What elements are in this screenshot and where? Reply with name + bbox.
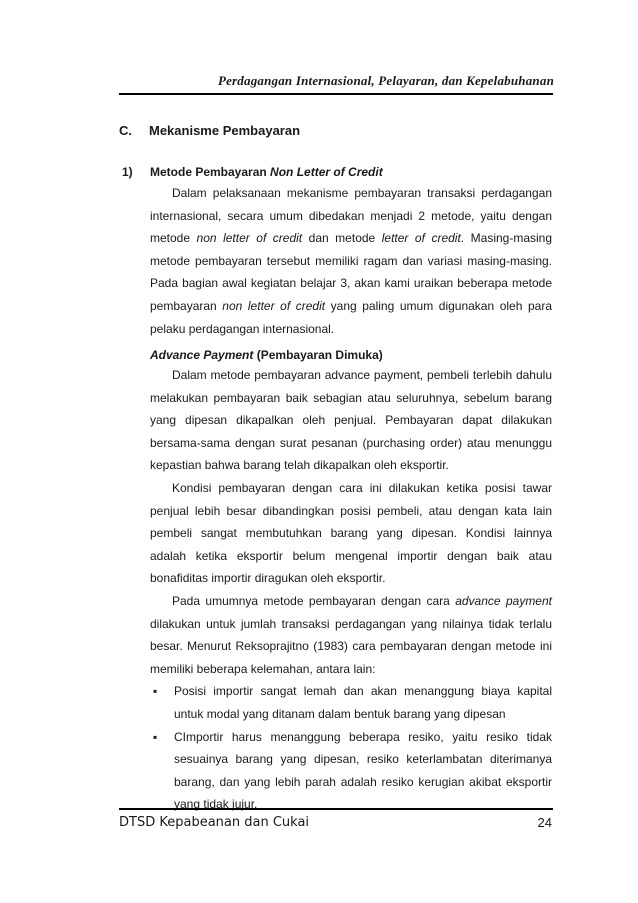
italic-term: non letter of credit (222, 298, 326, 313)
header-rule (119, 93, 553, 95)
subsection-title (150, 165, 383, 179)
subsection-title-prefix: Metode Pembayaran (150, 165, 271, 179)
subsection-number: 1) (122, 165, 133, 179)
footer-rule (119, 808, 553, 810)
text: yang paling umum digunakan oleh para pelaku perdagangan internasional. (150, 298, 553, 336)
italic-term: letter of credit (381, 231, 461, 246)
body-block-intro (150, 182, 552, 340)
text: . Masing-masing metode pembayaran tersebut memiliki ragam dan variasi masing-masing. Pada bagian awal kegiatan belajar 3, akan kami uraikan beberapa metode pembayaran (150, 231, 553, 313)
text: dan metode (302, 231, 382, 246)
bullet-square-icon: ▪ (153, 684, 158, 699)
italic-term: non letter of credit (196, 231, 303, 246)
weakness-list (150, 680, 552, 816)
list-item-text: CImportir harus menanggung beberapa resiko, yaitu resiko tidak sesuainya barang yang dipesan, resiko keterlambatan diterimanya barang, dan yang lebih parah adalah resiko kerugian akibat eksportir yang tidak jujur. (174, 729, 552, 812)
list-item (150, 726, 552, 816)
paragraph-advance-1: Dalam metode pembayaran advance payment, pembeli terlebih dahulu melakukan pembayaran baik sebagian atau seluruhnya, sebelum barang yang dipesan dikapalkan oleh penjual. Pembayaran dapat dilakukan bersama-sama dengan surat pesanan (purchasing order) atau menunggu kepastian bahwa barang telah dikapalkan oleh eksportir. (150, 368, 552, 473)
heading-rest: (Pembayaran Dimuka) (253, 348, 383, 362)
list-item (150, 680, 552, 725)
page-number: 24 (537, 815, 552, 830)
header-title: Perdagangan Internasional, Pelayaran, dan Kepelabuhanan (217, 73, 554, 88)
subsection-title-italic: Non Letter of Credit (270, 165, 383, 179)
italic-term: advance payment (455, 593, 552, 608)
text: Dalam pelaksanaan mekanisme pembayaran transaksi perdagangan internasional, secara umum dibedakan menjadi 2 metode, yaitu dengan metode (150, 186, 552, 246)
paragraph-intro (150, 182, 552, 340)
text: Pada umumnya metode pembayaran dengan cara (172, 593, 456, 608)
text: dilakukan untuk jumlah transaksi perdagangan yang nilainya tidak terlalu besar. Menurut Reksoprajitno (1983) cara pembayaran dengan metode ini memiliki beberapa kelemahan, antara lain: (150, 616, 552, 676)
paragraph-advance-3 (150, 590, 552, 680)
section-number: C. (119, 123, 132, 138)
footer-title: DTSD Kepabeanan dan Cukai (119, 815, 310, 830)
paragraph-advance-2: Kondisi pembayaran dengan cara ini dilakukan ketika posisi tawar penjual lebih besar dibandingkan posisi pembeli, atau dengan kata lain pembeli sangat membutuhkan barang yang dipesan. Kondisi lainnya adalah ketika eksportir belum mengenal importir dengan baik atau bonafiditas importir diragukan oleh eksportir. (150, 480, 552, 586)
advance-payment-heading (150, 348, 383, 362)
section-title: Mekanisme Pembayaran (149, 123, 301, 138)
bullet-square-icon: ▪ (153, 729, 158, 744)
body-block-advance-payment (150, 364, 552, 816)
heading-italic: Advance Payment (150, 348, 254, 362)
list-item-text: Posisi importir sangat lemah dan akan menanggung biaya kapital untuk modal yang ditanam dalam bentuk barang yang dipesan (174, 684, 552, 721)
